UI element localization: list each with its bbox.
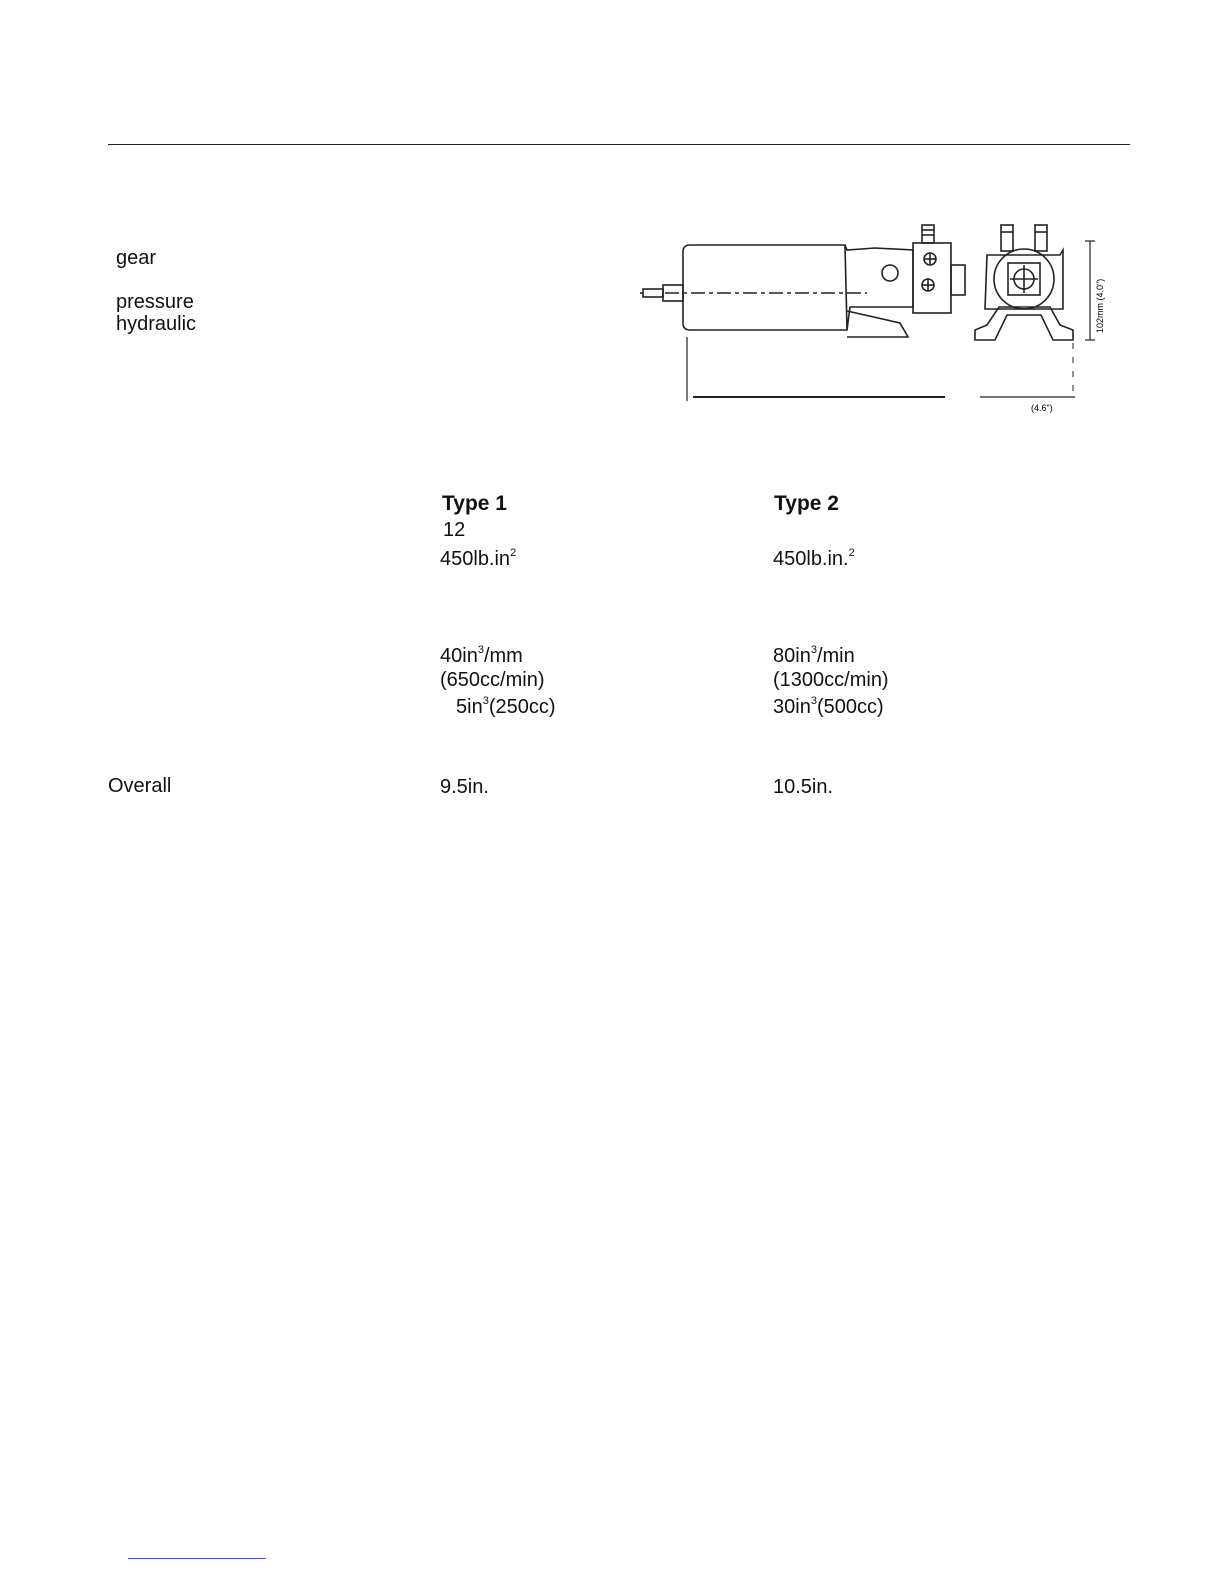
type1-volts: 12 <box>443 519 466 541</box>
type1-header: Type 1 <box>442 492 507 515</box>
type1-reservoir: $5in^3(250cc)$ <box>456 695 556 718</box>
left-word-gear: gear <box>116 247 157 269</box>
type2-flow-metric: (1300cc/min) <box>773 669 889 691</box>
left-word-hydraulic: hydraulic <box>116 313 197 335</box>
type1-flow-metric: (650cc/min) <box>440 669 545 691</box>
type2-flow: $80in^3/\min$ <box>773 644 855 667</box>
left-word-pressure: pressure <box>116 291 194 313</box>
type2-reservoir: $30in^3(500cc)$ <box>773 695 884 718</box>
type1-pressure: $450lb.in^2$ <box>440 547 517 570</box>
top-rule <box>108 144 1130 145</box>
pump-technical-drawing <box>635 215 1105 420</box>
type1-flow: $40in^3/mm$ <box>440 644 523 667</box>
type2-pressure: 450lb.in.$^2$ <box>773 547 855 570</box>
left-word-overall: Overall <box>108 775 172 797</box>
type1-length: 9.5in. <box>440 776 489 798</box>
type2-length: 10.5in. <box>773 776 834 798</box>
height-dimension-label: 102mm (4.0") <box>1095 278 1105 333</box>
footer-underline <box>128 1558 266 1559</box>
type2-header: Type 2 <box>774 492 839 515</box>
width-dimension-label: (4.6") <box>1031 403 1053 413</box>
